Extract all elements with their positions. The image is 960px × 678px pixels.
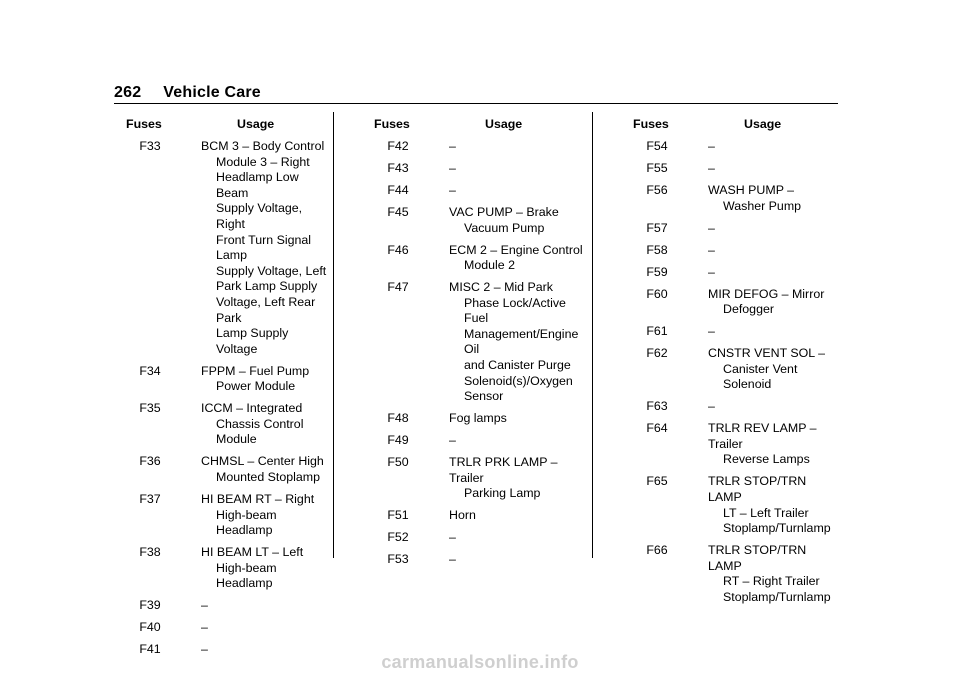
fuse-id: F49 <box>387 433 409 448</box>
fuse-usage <box>449 530 584 546</box>
usage-line: MIR DEFOG – Mirror <box>708 286 825 301</box>
fuse-row <box>633 221 843 237</box>
column-divider <box>333 112 334 558</box>
usage-line: – <box>708 242 715 257</box>
fuse-id: F38 <box>139 545 161 560</box>
fuse-usage <box>201 545 331 592</box>
fuse-id: F42 <box>387 139 409 153</box>
usage-line: – <box>449 433 456 448</box>
usage-line: MISC 2 – Mid Park <box>449 280 553 295</box>
usage-line: Lamp Supply Voltage <box>216 326 289 356</box>
usage-line: ICCM – Integrated <box>201 401 303 416</box>
fuse-row <box>633 346 843 393</box>
fuse-id: F48 <box>387 411 409 426</box>
usage-line: Sensor <box>464 389 504 404</box>
fuse-usage <box>708 421 843 468</box>
usage-line: Supply Voltage, Left <box>216 263 327 278</box>
fuse-id: F61 <box>646 324 668 339</box>
page-header <box>114 84 261 102</box>
fuse-id: F63 <box>646 399 668 414</box>
usage-line: – <box>449 139 456 153</box>
fuse-usage <box>449 139 584 155</box>
usage-column-header: Usage <box>485 117 523 131</box>
fuse-row <box>374 205 584 236</box>
fuse-usage <box>201 598 331 614</box>
usage-column-header: Usage <box>237 117 275 131</box>
usage-line: LT – Left Trailer <box>723 505 809 520</box>
usage-line: TRLR STOP/TRN LAMP <box>708 474 807 504</box>
section-title: Vehicle Care <box>163 84 261 101</box>
fuse-usage <box>449 205 584 236</box>
usage-line: HI BEAM LT – Left <box>201 545 304 560</box>
usage-line: Supply Voltage, Right <box>216 201 303 231</box>
fuse-id: F54 <box>646 139 668 153</box>
fuse-usage <box>449 161 584 177</box>
fuse-row <box>633 183 843 214</box>
fuse-row <box>374 552 584 568</box>
fuse-row <box>374 161 584 177</box>
usage-line: – <box>708 160 715 175</box>
fuse-row <box>374 139 584 155</box>
usage-line: TRLR STOP/TRN LAMP <box>708 543 807 573</box>
fuse-id: F39 <box>139 598 161 613</box>
fuse-id: F33 <box>139 139 161 153</box>
fuse-table-column-1 <box>126 117 331 664</box>
fuses-column-header: Fuses <box>633 117 669 131</box>
fuse-usage <box>708 324 843 340</box>
usage-line: CNSTR VENT SOL – <box>708 346 826 361</box>
table-header <box>126 117 331 135</box>
usage-line: Front Turn Signal Lamp <box>216 232 312 263</box>
fuse-row <box>633 287 843 318</box>
fuse-usage <box>449 280 584 405</box>
fuse-usage <box>708 399 843 415</box>
fuse-row <box>126 620 331 636</box>
fuse-row <box>374 280 584 405</box>
fuse-table-column-2 <box>374 117 584 574</box>
fuse-usage <box>201 364 331 395</box>
usage-line: CHMSL – Center High <box>201 454 324 469</box>
watermark: carmanualsonline.info <box>381 652 579 672</box>
usage-line: TRLR PRK LAMP – Trailer <box>449 455 558 485</box>
usage-line: Stoplamp/Turnlamp <box>723 521 831 536</box>
fuse-row <box>633 474 843 536</box>
usage-line: Module 3 – Right <box>216 154 310 169</box>
usage-line: – <box>201 598 208 613</box>
fuse-row <box>374 243 584 274</box>
fuse-row <box>126 492 331 539</box>
usage-line: Defogger <box>723 302 774 317</box>
fuse-id: F65 <box>646 474 668 489</box>
usage-line: – <box>449 160 456 175</box>
fuse-usage <box>708 221 843 237</box>
fuse-usage <box>449 411 584 427</box>
usage-line: FPPM – Fuel Pump <box>201 363 310 378</box>
fuse-id: F47 <box>387 280 409 295</box>
fuse-row <box>633 543 843 605</box>
fuses-column-header: Fuses <box>374 117 410 131</box>
usage-line: Horn <box>449 508 476 523</box>
usage-line: – <box>708 220 715 235</box>
fuse-row <box>633 243 843 259</box>
fuse-row <box>374 411 584 427</box>
fuse-id: F40 <box>139 620 161 635</box>
usage-line: Headlamp Low Beam <box>216 170 299 200</box>
usage-line: Phase Lock/Active Fuel <box>464 295 566 326</box>
fuse-id: F62 <box>646 346 668 361</box>
fuse-usage <box>708 183 843 214</box>
usage-line: RT – Right Trailer <box>723 574 820 589</box>
fuse-usage <box>708 543 843 605</box>
fuse-usage <box>201 139 331 357</box>
header-rule <box>114 103 838 104</box>
fuse-row <box>126 401 331 448</box>
usage-line: Module 2 <box>464 258 515 273</box>
usage-line: ECM 2 – Engine Control <box>449 242 583 257</box>
fuse-usage <box>708 346 843 393</box>
fuse-row <box>374 530 584 546</box>
fuse-row <box>126 598 331 614</box>
fuse-row <box>633 139 843 155</box>
usage-line: High-beam Headlamp <box>216 507 277 538</box>
fuse-id: F53 <box>387 552 409 567</box>
usage-line: Voltage, Left Rear Park <box>216 294 316 325</box>
fuse-id: F41 <box>139 642 161 657</box>
fuse-table-column-3 <box>633 117 843 612</box>
usage-line: Stoplamp/Turnlamp <box>723 589 831 604</box>
fuse-usage <box>708 265 843 281</box>
fuse-id: F64 <box>646 421 668 436</box>
usage-line: Chassis Control Module <box>216 416 304 447</box>
fuse-id: F58 <box>646 242 668 257</box>
fuse-usage <box>449 243 584 274</box>
fuse-row <box>633 421 843 468</box>
fuse-row <box>126 139 331 357</box>
fuse-row <box>633 324 843 340</box>
fuse-row <box>374 183 584 199</box>
usage-line: Park Lamp Supply <box>216 279 318 294</box>
fuse-id: F45 <box>387 204 409 219</box>
fuse-usage <box>201 492 331 539</box>
fuse-id: F59 <box>646 264 668 279</box>
usage-line: – <box>708 139 715 153</box>
fuse-usage <box>708 474 843 536</box>
page-number: 262 <box>114 84 142 101</box>
fuse-id: F43 <box>387 160 409 175</box>
fuse-id: F46 <box>387 242 409 257</box>
fuse-id: F51 <box>387 508 409 523</box>
usage-line: – <box>201 642 208 657</box>
usage-line: Washer Pump <box>723 198 802 213</box>
usage-line: – <box>449 552 456 567</box>
usage-line: Mounted Stoplamp <box>216 470 321 485</box>
fuse-usage <box>708 139 843 155</box>
usage-line: and Canister Purge <box>464 358 571 373</box>
usage-line: – <box>449 182 456 197</box>
fuse-row <box>374 508 584 524</box>
fuse-id: F35 <box>139 401 161 416</box>
fuse-id: F66 <box>646 543 668 558</box>
usage-line: – <box>708 264 715 279</box>
fuse-id: F52 <box>387 530 409 545</box>
fuse-usage <box>708 243 843 259</box>
fuse-row <box>633 161 843 177</box>
usage-line: TRLR REV LAMP – Trailer <box>708 421 817 451</box>
usage-line: – <box>201 620 208 635</box>
fuse-id: F36 <box>139 454 161 469</box>
fuse-row <box>633 265 843 281</box>
table-header <box>633 117 843 135</box>
usage-line: VAC PUMP – Brake <box>449 204 559 219</box>
fuse-id: F44 <box>387 182 409 197</box>
fuse-usage <box>449 508 584 524</box>
fuse-row <box>126 364 331 395</box>
fuse-id: F34 <box>139 363 161 378</box>
fuse-row <box>374 433 584 449</box>
fuse-id: F37 <box>139 492 161 507</box>
usage-line: – <box>708 324 715 339</box>
usage-line: Parking Lamp <box>464 486 541 501</box>
fuse-usage <box>449 552 584 568</box>
fuse-usage <box>201 620 331 636</box>
usage-line: Solenoid(s)/Oxygen <box>464 373 573 388</box>
fuse-usage <box>201 454 331 485</box>
fuse-usage <box>449 183 584 199</box>
fuse-row <box>126 545 331 592</box>
fuse-usage <box>708 161 843 177</box>
fuse-id: F50 <box>387 455 409 470</box>
table-header <box>374 117 584 135</box>
usage-line: WASH PUMP – <box>708 182 795 197</box>
fuse-usage <box>201 401 331 448</box>
usage-column-header: Usage <box>744 117 782 131</box>
usage-line: – <box>708 399 715 414</box>
usage-line: Reverse Lamps <box>723 452 810 467</box>
fuse-row <box>633 399 843 415</box>
usage-line: Management/Engine Oil <box>464 326 579 357</box>
usage-line: High-beam Headlamp <box>216 560 277 591</box>
usage-line: HI BEAM RT – Right <box>201 492 315 507</box>
usage-line: Power Module <box>216 379 296 394</box>
usage-line: Canister Vent Solenoid <box>723 361 798 392</box>
fuse-usage <box>449 455 584 502</box>
fuse-id: F56 <box>646 182 668 197</box>
fuse-row <box>374 455 584 502</box>
fuse-usage <box>449 433 584 449</box>
fuse-row <box>126 454 331 485</box>
column-divider <box>592 112 593 558</box>
fuse-id: F55 <box>646 160 668 175</box>
usage-line: – <box>449 530 456 545</box>
fuse-id: F57 <box>646 220 668 235</box>
fuse-id: F60 <box>646 286 668 301</box>
fuse-usage <box>708 287 843 318</box>
fuses-column-header: Fuses <box>126 117 162 131</box>
usage-line: BCM 3 – Body Control <box>201 139 325 153</box>
usage-line: Vacuum Pump <box>464 220 545 235</box>
usage-line: Fog lamps <box>449 411 507 426</box>
